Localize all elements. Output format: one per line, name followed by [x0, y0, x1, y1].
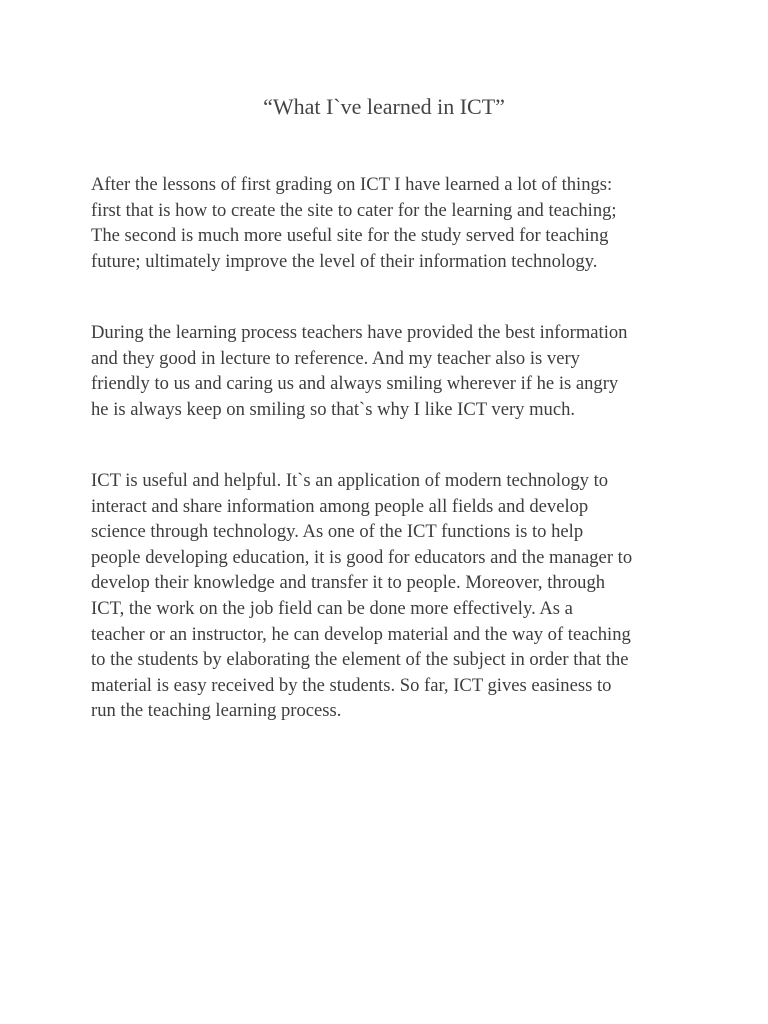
paragraph-2	[91, 320, 691, 422]
paragraph-line: develop their knowledge and transfer it to people. Moreover, through	[91, 572, 606, 594]
paragraph-line: run the teaching learning process.	[91, 700, 342, 722]
paragraph-line: ICT is useful and helpful. It`s an application of modern technology to	[91, 470, 609, 491]
paragraph-line: During the learning process teachers have provided the best information	[91, 322, 628, 343]
paragraph-1	[91, 172, 691, 274]
paragraph-line: After the lessons of first grading on ICT I have learned a lot of things:	[91, 174, 613, 195]
paragraph-line: teacher or an instructor, he can develop material and the way of teaching	[91, 623, 631, 645]
paragraph-line: people developing education, it is good for educators and the manager to	[91, 546, 633, 568]
paragraph-line: science through technology. As one of the ICT functions is to help	[91, 521, 584, 543]
paragraph-line: ICT, the work on the job field can be done more effectively. As a	[91, 597, 573, 619]
paragraph-line: interact and share information among people all fields and develop	[91, 495, 589, 517]
paragraph-line: first that is how to create the site to cater for the learning and teaching;	[91, 199, 617, 221]
paragraph-line: and they good in lecture to reference. And my teacher also is very	[91, 347, 580, 369]
paragraph-line: friendly to us and caring us and always smiling wherever if he is angry	[91, 373, 619, 395]
paragraph-line: to the students by elaborating the element of the subject in order that the	[91, 649, 629, 671]
document-title: “What I`ve learned in ICT”	[263, 94, 505, 119]
paragraph-line: material is easy received by the students. So far, ICT gives easiness to	[91, 674, 612, 696]
paragraph-line: The second is much more useful site for the study served for teaching	[91, 225, 609, 247]
paragraph-line: he is always keep on smiling so that`s why I like ICT very much.	[91, 398, 576, 420]
paragraph-3	[91, 468, 691, 724]
paragraph-line: future; ultimately improve the level of their information technology.	[91, 250, 598, 272]
